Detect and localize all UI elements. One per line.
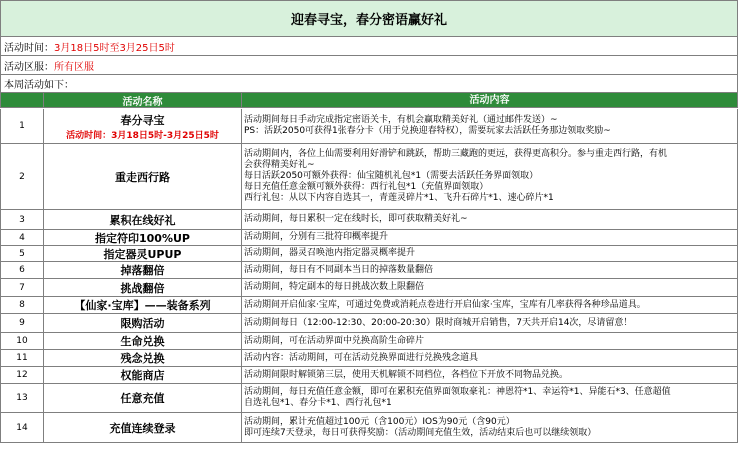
activity-desc-line: 西行礼包：从以下内容自选其一，青莲灵碎片*1、飞升石碎片*1、速心碎片*1 [244,193,554,203]
row-number: 4 [1,230,44,245]
row-number: 1 [1,109,44,143]
row-number: 13 [1,384,44,412]
table-row [0,230,738,246]
activity-name: 生命兑换 [120,335,165,348]
activity-desc-line: 活动期间，特定副本的每日挑战次数上限翻倍 [244,282,425,292]
activity-name-cell [44,314,242,332]
activity-desc-cell [242,109,737,143]
activity-name: 权能商店 [120,369,165,382]
time-row [0,37,738,56]
activity-desc-line: 每日活跃2050可额外获得：仙宝随机礼包*1（需要去活跃任务界面领取） [244,171,539,181]
activity-desc-cell [242,333,737,349]
activity-name: 重走西行路 [115,170,170,184]
activity-desc-line: 活动期间限时解锁第三层，使用天机解锁不同档位，各档位下开放不同物品兑换。 [244,369,569,380]
header-desc: 活动内容 [469,94,510,106]
activity-desc-line: 活动期间开启仙家·宝库，可通过免费或消耗点卷进行开启仙家·宝库，宝库有几率获得各种珍品道具。 [244,299,646,310]
activity-desc-cell [242,262,737,278]
row-number: 12 [1,367,44,383]
activity-desc-line: 活动期间，每日累积一定在线时长，即可获取精美好礼~ [244,214,468,224]
row-number: 6 [1,262,44,278]
activity-name-cell [44,230,242,245]
activity-desc-cell [242,246,737,261]
time-label: 活动时间： [4,42,54,54]
activity-name-cell [44,210,242,229]
table-row [0,413,738,443]
activity-name: 掉落翻倍 [120,264,165,277]
week-row [0,75,738,93]
sheet-title: 迎春寻宝，春分密语赢好礼 [0,0,738,37]
activity-name: 挑战翻倍 [120,281,165,295]
activity-name: 指定符印100%UP [95,231,190,245]
row-number: 7 [1,279,44,296]
activity-desc-line: 活动期间，每日充值任意金额，即可在累积充值界面领取豪礼：神恩符*1、幸运符*1、异能石*3、任意超值 [244,387,671,397]
activity-desc-line: 即可连续7天登录，每日可获得奖励：（活动期间充值生效，活动结束后也可以继续领取） [244,427,597,438]
activity-name-cell [44,413,242,442]
activity-desc-line: 自选礼包*1、春分卡*1、西行礼包*1 [244,398,392,408]
activity-desc-cell [242,367,737,383]
activity-desc-cell [242,384,737,412]
activity-name-cell [44,246,242,261]
activity-name-cell [44,144,242,209]
activity-desc-line: 活动期间，可在活动界面中兑换高阶生命碎片 [244,335,425,346]
activity-desc-line: 活动期间，每日有不同副本当日的掉落数量翻倍 [244,264,434,275]
table-row [0,246,738,262]
row-number: 8 [1,297,44,313]
activity-name: 累积在线好礼 [109,213,176,227]
activity-name-cell [44,333,242,349]
table-row [0,297,738,314]
row-number: 10 [1,333,44,349]
table-row [0,262,738,279]
activity-desc-line: 活动内容：活动期间，可在活动兑换界面进行兑换残念道具 [244,352,479,363]
table-header [0,93,738,108]
table-row [0,333,738,350]
row-number: 2 [1,144,44,209]
activity-time-note: 活动时间：3月18日5时-3月25日5时 [66,130,219,141]
activity-name: 指定器灵UPUP [103,247,182,261]
activity-desc-cell [242,297,737,313]
activity-desc-line: 会获得精美好礼~ [244,160,315,170]
activity-desc-line: 活动期间，器灵召唤池内指定器灵概率提升 [244,248,416,258]
activity-desc-line: PS：活跃2050可获得1张春分卡（用于兑换迎春特权），需要玩家去活跃任务那边领取奖励~ [244,126,611,136]
activity-desc-line: 活动期间每日（12:00-12:30、20:00-20:30）限时商城开启销售，7天共开启14次，尽请留意！ [244,317,633,328]
activity-desc-cell [242,350,737,366]
table-row [0,384,738,413]
activity-desc-line: 活动期间，累计充值超过100元（含100元）IOS为90元（含90元） [244,416,515,427]
activity-name-cell [44,297,242,313]
activity-name-cell [44,109,242,143]
header-name: 活动名称 [44,93,242,107]
activity-name-cell [44,350,242,366]
table-row [0,314,738,333]
row-number: 9 [1,314,44,332]
activity-desc-cell [242,413,737,442]
table-row [0,350,738,367]
activity-desc-cell [242,144,737,209]
table-row [0,109,738,144]
table-row [0,367,738,384]
activity-name-cell [44,384,242,412]
activity-desc-cell [242,314,737,332]
week-label: 本周活动如下： [4,80,74,91]
table-row [0,144,738,210]
activity-name-cell [44,367,242,383]
activity-name: 限购活动 [120,317,165,330]
time-value: 3月18日5时至3月25日5时 [54,42,175,54]
header-no [1,93,44,107]
row-number: 14 [1,413,44,442]
row-number: 3 [1,210,44,229]
table-row [0,210,738,230]
activity-desc-line: 活动期间每日手动完成指定密语关卡，有机会赢取精美好礼（通过邮件发送）~ [244,115,558,125]
table-row [0,279,738,297]
activity-name-cell [44,279,242,296]
row-number: 5 [1,246,44,261]
activity-name-cell [44,262,242,278]
activity-desc-cell [242,279,737,296]
activity-desc-line: 活动期间内，各位上仙需要利用好滑铲和跳跃，帮助三藏跑的更远，获得更高积分。参与重走西行路，有机 [244,149,668,159]
zone-value: 所有区服 [54,61,94,73]
activity-name: 【仙家·宝库】——装备系列 [74,299,211,312]
zone-row [0,56,738,75]
activity-name: 残念兑换 [120,352,165,365]
activity-desc-cell [242,210,737,229]
activity-desc-line: 每日充值任意金额可额外获得：西行礼包*1（充值界面领取） [244,182,489,192]
activity-desc-line: 活动期间，分别有三批符印概率提升 [244,232,389,242]
activity-name: 任意充值 [120,392,165,405]
activity-name: 春分寻宝 [120,113,165,127]
row-number: 11 [1,350,44,366]
zone-label: 活动区服： [4,61,54,73]
activity-name: 充值连续登录 [109,421,176,435]
activity-desc-cell [242,230,737,245]
